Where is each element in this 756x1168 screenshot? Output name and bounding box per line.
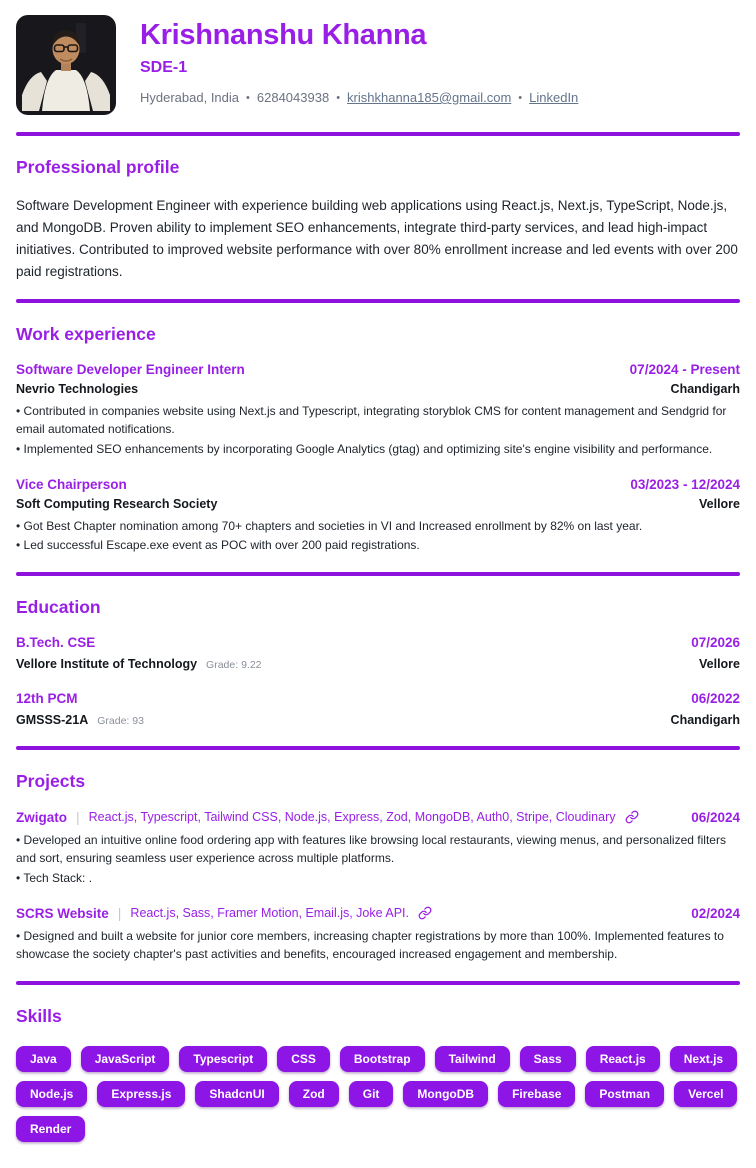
- education-entry: [16, 691, 740, 729]
- project-title-row: [16, 809, 740, 825]
- dot-separator: •: [246, 91, 250, 104]
- skill-badge: Bootstrap: [340, 1046, 425, 1072]
- degree-title: 12th PCM: [16, 691, 78, 707]
- resume-header: [0, 0, 756, 115]
- section-divider: [16, 299, 740, 303]
- education-school-row: [16, 655, 740, 673]
- skill-badge: Sass: [520, 1046, 576, 1072]
- job-location: Vellore: [699, 496, 740, 511]
- profile-summary-text: Software Development Engineer with experience building web applications using React.js, Next.js, TypeScript, Node.js, and MongoDB. Proven ability to implement SEO enhancements, integrate third-party services, and lead high-impact initiatives. Contributed to improved website performance with over 80% enrollment increase and led events with over 200 paid registrations.: [16, 198, 738, 279]
- skill-badge: Typescript: [179, 1046, 267, 1072]
- project-entry: [16, 809, 740, 887]
- skill-badge: Vercel: [674, 1081, 737, 1107]
- job-bullets: [16, 403, 740, 458]
- section-heading-work: Work experience: [16, 324, 156, 345]
- profile-photo: [16, 15, 116, 115]
- bullet-item: • Got Best Chapter nomination among 70+ chapters and societies in VI and Increased enrollment by 82% on last year.: [16, 518, 740, 536]
- project-tech-stack: React.js, Typescript, Tailwind CSS, Node.js, Express, Zod, MongoDB, Auth0, Stripe, Cloudinary: [88, 810, 616, 825]
- dot-separator: •: [518, 91, 523, 104]
- contact-row: [140, 90, 578, 105]
- skill-badge: MongoDB: [403, 1081, 488, 1107]
- project-tech-stack: React.js, Sass, Framer Motion, Email.js, Joke API.: [130, 906, 409, 921]
- pipe-separator: |: [117, 905, 122, 922]
- project-entry: [16, 905, 740, 964]
- education-location: Chandigarh: [670, 713, 740, 728]
- project-list: [16, 809, 740, 964]
- job-company-row: [16, 382, 740, 396]
- section-divider: [16, 132, 740, 136]
- section-divider: [16, 572, 740, 576]
- job-entry: [16, 362, 740, 458]
- person-job-title: SDE-1: [140, 59, 188, 76]
- dot-separator: •: [336, 91, 341, 104]
- skill-badge-list: [16, 1044, 740, 1142]
- bullet-item: • Led successful Escape.exe event as POC with over 200 paid registrations.: [16, 537, 740, 555]
- degree-title: B.Tech. CSE: [16, 635, 96, 651]
- job-title: Software Developer Engineer Intern: [16, 362, 245, 378]
- section-heading-projects: Projects: [16, 771, 86, 792]
- job-company-row: [16, 497, 740, 511]
- skill-badge: Render: [16, 1116, 85, 1142]
- education-list: [16, 635, 740, 729]
- job-bullets: [16, 518, 740, 556]
- section-projects: [0, 771, 756, 964]
- education-title-row: [16, 635, 740, 650]
- section-divider: [16, 746, 740, 750]
- grade-label: Grade: 93: [97, 715, 144, 728]
- skill-badge: Express.js: [97, 1081, 185, 1107]
- skill-badge: Zod: [289, 1081, 339, 1107]
- skill-badge: Git: [349, 1081, 394, 1107]
- job-dates: 07/2024 - Present: [629, 362, 740, 378]
- project-title-group: [16, 905, 432, 921]
- education-entry: [16, 635, 740, 673]
- skill-badge: ShadcnUI: [195, 1081, 278, 1107]
- school-name: Vellore Institute of Technology: [16, 657, 198, 672]
- education-date: 06/2022: [691, 691, 740, 707]
- job-dates: 03/2023 - 12/2024: [630, 476, 740, 492]
- project-name: Zwigato: [16, 809, 67, 825]
- contact-phone: 6284043938: [256, 90, 330, 105]
- school-line: [16, 711, 144, 729]
- school-line: [16, 655, 262, 673]
- skill-badge: React.js: [586, 1046, 660, 1072]
- person-name: Krishnanshu Khanna: [140, 19, 427, 51]
- project-link-icon[interactable]: [625, 810, 639, 824]
- project-bullets: [16, 928, 740, 964]
- grade-label: Grade: 9.22: [206, 659, 262, 672]
- job-title: Vice Chairperson: [16, 476, 127, 492]
- job-list: [16, 362, 740, 555]
- skill-badge: Postman: [585, 1081, 664, 1107]
- project-date: 06/2024: [691, 809, 740, 825]
- section-heading-profile: Professional profile: [16, 157, 180, 177]
- section-heading-education: Education: [16, 597, 101, 618]
- section-work-experience: [0, 324, 756, 555]
- bullet-item: • Contributed in companies website using Next.js and Typescript, integrating storyblok CMS for content management and Sendgrid for email automated notifications.: [16, 403, 740, 439]
- education-school-row: [16, 711, 740, 729]
- section-skills: [0, 1006, 756, 1142]
- project-title-group: [16, 809, 639, 825]
- skill-badge: Tailwind: [435, 1046, 510, 1072]
- pipe-separator: |: [76, 809, 80, 826]
- project-name: SCRS Website: [16, 905, 109, 921]
- bullet-item: • Designed and built a website for junior core members, increasing chapter registrations by more than 100%. Implemented features to showcase the society chapter's past activities and benefits, encouraged increased engagement and membership.: [16, 928, 740, 964]
- bullet-item: • Developed an intuitive online food ordering app with features like browsing local restaurants, viewing menus, and personalized filters and sort, ensuring seamless user experience across multiple platforms.: [16, 832, 740, 868]
- contact-location: Hyderabad, India: [140, 90, 240, 105]
- profile-photo-illustration: [16, 15, 116, 115]
- section-education: [0, 597, 756, 729]
- email-link[interactable]: krishkhanna185@gmail.com: [347, 90, 512, 105]
- skill-badge: Java: [16, 1046, 71, 1072]
- project-date: 02/2024: [691, 905, 740, 921]
- school-name: GMSSS-21A: [16, 713, 89, 728]
- education-location: Vellore: [699, 657, 740, 672]
- skill-badge: CSS: [277, 1046, 330, 1072]
- header-text: [140, 15, 578, 105]
- job-location: Chandigarh: [670, 382, 740, 397]
- job-entry: [16, 477, 740, 556]
- skill-badge: Firebase: [498, 1081, 575, 1107]
- section-heading-skills: Skills: [16, 1005, 62, 1026]
- skill-badge: Next.js: [670, 1046, 737, 1072]
- project-title-row: [16, 905, 740, 921]
- section-divider: [16, 981, 740, 985]
- project-link-icon[interactable]: [418, 906, 432, 920]
- bullet-item: • Implemented SEO enhancements by incorporating Google Analytics (gtag) and optimizing site's engine visibility and performance.: [16, 441, 740, 459]
- education-title-row: [16, 691, 740, 706]
- bullet-item: • Tech Stack: .: [16, 870, 740, 888]
- linkedin-link[interactable]: LinkedIn: [529, 90, 579, 105]
- company-name: Nevrio Technologies: [16, 382, 139, 397]
- skill-badge: JavaScript: [81, 1046, 170, 1072]
- job-title-row: [16, 477, 740, 492]
- section-professional-profile: [0, 157, 756, 282]
- company-name: Soft Computing Research Society: [16, 496, 218, 511]
- job-title-row: [16, 362, 740, 377]
- project-bullets: [16, 832, 740, 887]
- skill-badge: Node.js: [16, 1081, 87, 1107]
- education-date: 07/2026: [691, 635, 740, 651]
